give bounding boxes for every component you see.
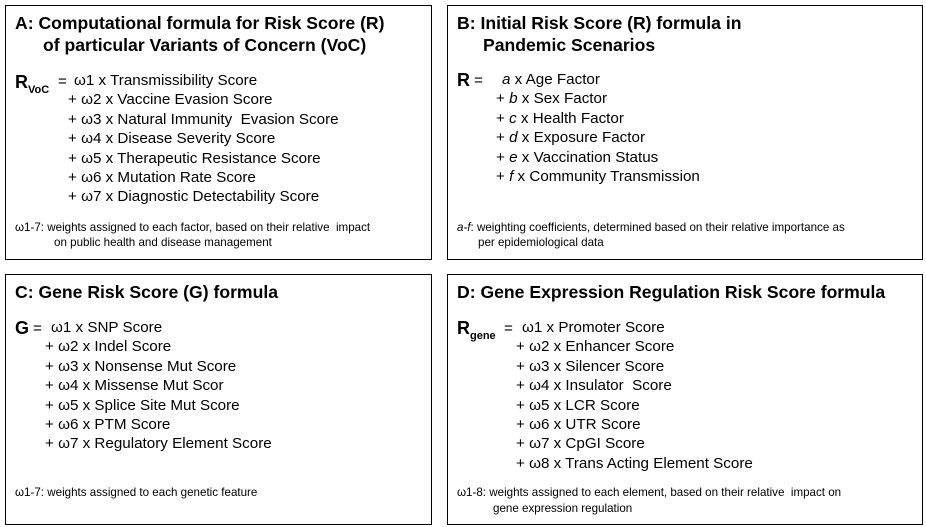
formula-term: + ω6 x UTR Score [516,416,641,434]
panel-a-note-line2: on public health and disease management [54,236,272,249]
formula-term: + ω3 x Nonsense Mut Score [45,357,237,375]
panel-d-lhs-sub: gene [470,330,496,342]
coefficient: f [509,168,514,186]
formula-term: + ω7 x Diagnostic Detectability Score [68,188,320,206]
panel-a-lhs-sub: VoC [28,84,50,96]
formula-term: + ω6 x PTM Score [45,416,171,434]
panel-c [5,274,432,525]
panel-a-terms [68,71,339,207]
panel-c-title: C: Gene Risk Score (G) formula [15,282,278,302]
panel-c-equals: = [33,320,42,337]
formula-term: ω1 x SNP Score [51,319,163,336]
panel-c-note: ω1-7: weights assigned to each genetic feature [15,486,258,499]
formula-term: + ω7 x Regulatory Element Score [45,435,272,453]
panel-b-note-line1: a-f: weighting coefficients, determined based on their relative importance as [457,221,845,234]
panel-d [447,274,923,525]
panel-d-note-line1: ω1-8: weights assigned to each element, based on their relative impact on [457,486,842,499]
formula-term: + ω3 x Silencer Score [516,357,665,375]
formula-term: a x Age Factor [502,71,600,88]
formula-term: + ω6 x Mutation Rate Score [68,169,256,187]
panel-b-note-line2: per epidemiological data [478,236,604,249]
panel-d-lhs-main: R [457,318,470,338]
formula-term: + b x Sex Factor [496,90,608,108]
formula-term: + ω7 x CpGI Score [516,435,645,453]
panel-b-note-key: a-f [457,221,471,234]
panel-c-terms [45,318,272,454]
coefficient: b [509,90,518,108]
panel-d-title: D: Gene Expression Regulation Risk Score formula [457,282,886,302]
panel-b-terms [496,70,700,186]
panel-a-title-line2: of particular Variants of Concern (VoC) [43,35,367,55]
panel-d-lhs [457,318,496,346]
formula-term: + d x Exposure Factor [496,129,646,147]
panel-b-title-line1: B: Initial Risk Score (R) formula in [457,13,742,33]
formula-term: + f x Community Transmission [496,168,700,186]
formula-term: + e x Vaccination Status [496,148,659,166]
panel-a-lhs-main: R [15,72,28,92]
formula-term: + ω2 x Enhancer Score [516,338,675,356]
panel-d-terms [516,318,753,473]
coefficient: a [502,71,511,88]
formula-term: + ω2 x Indel Score [45,338,172,356]
formula-term: + ω4 x Disease Severity Score [68,130,276,148]
formula-term: ω1 x Promoter Score [522,319,665,336]
coefficient: d [509,129,518,147]
panel-b [447,5,923,260]
panel-d-note-line2: gene expression regulation [493,502,633,515]
formula-term: + ω4 x Missense Mut Scor [45,377,224,395]
formula-term: + ω2 x Vaccine Evasion Score [68,91,273,109]
panel-a-title-line1: A: Computational formula for Risk Score (R) [15,13,385,33]
formula-term: + ω5 x Splice Site Mut Score [45,396,240,414]
formula-term: + c x Health Factor [496,109,624,127]
formula-term: + ω8 x Trans Acting Element Score [516,454,753,472]
panel-b-title-line2: Pandemic Scenarios [483,35,656,55]
panel-b-equals: = [474,72,483,89]
panel-a-note-line1: ω1-7: weights assigned to each factor, based on their relative impact [15,221,371,234]
panel-a [5,5,432,260]
panel-b-lhs: R [457,70,470,90]
formula-term: + ω5 x LCR Score [516,396,640,414]
formula-term: + ω3 x Natural Immunity Evasion Score [68,110,339,128]
panel-a-equals: = [58,73,67,90]
formula-term: ω1 x Transmissibility Score [74,72,258,89]
formula-term: + ω4 x Insulator Score [516,377,672,395]
coefficient: c [509,109,517,127]
formula-term: + ω5 x Therapeutic Resistance Score [68,149,321,167]
panel-d-equals: = [504,320,513,337]
coefficient: e [509,148,518,166]
panel-c-lhs: G [15,318,30,338]
panel-a-lhs [15,72,49,100]
